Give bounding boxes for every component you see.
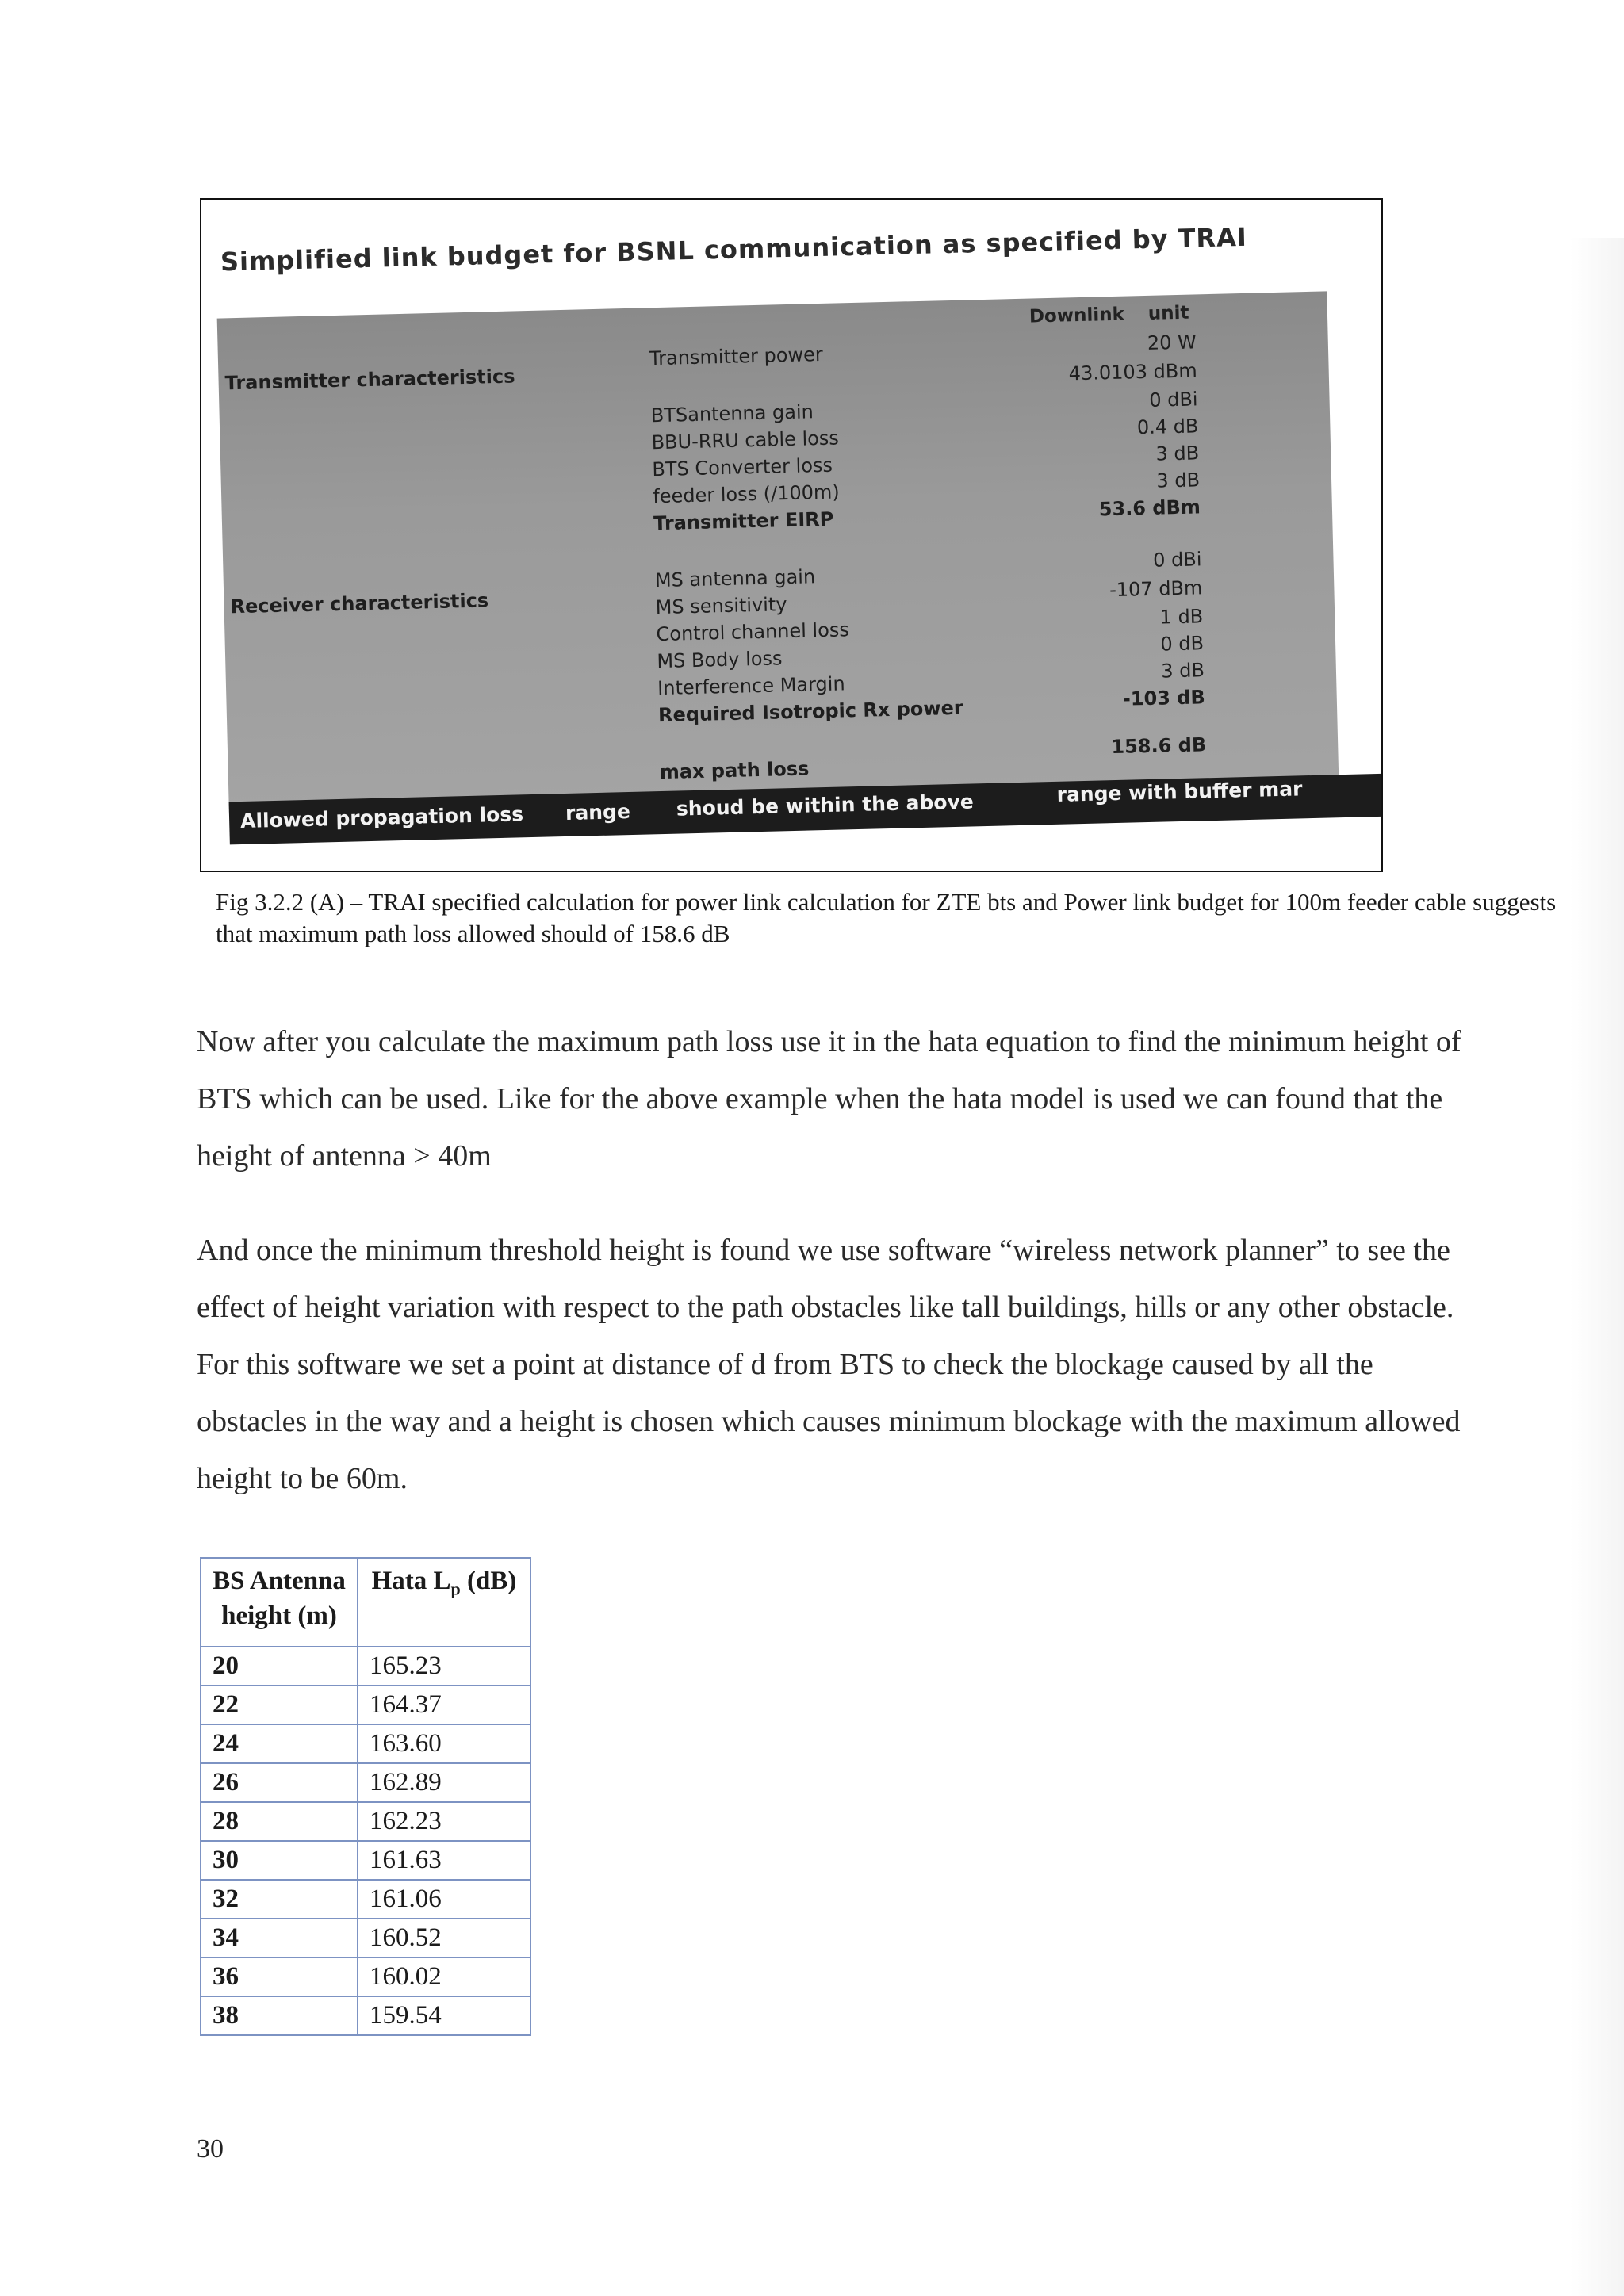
row-label: BTSantenna gain [650,400,814,427]
table-row [201,1763,530,1802]
table-row [201,1880,530,1919]
row-label: Interference Margin [657,672,845,700]
header-hata-suffix: (dB) [460,1567,517,1595]
row-value: 158.6 dB [1111,733,1207,759]
page-shadow [1570,238,1624,2296]
cell-loss: 161.63 [358,1841,530,1880]
row-value: 3 dB [1155,442,1200,465]
row-value: 0 dBi [1148,388,1198,411]
row-value: 3 dB [1160,659,1205,683]
row-value: 0 dB [1160,632,1205,656]
header-downlink: Downlink [1028,304,1125,327]
row-label: Transmitter EIRP [653,507,834,535]
cell-loss: 160.52 [358,1919,530,1957]
cell-loss: 162.89 [358,1763,530,1802]
paragraph-2: And once the minimum threshold height is found we use software “wireless network planner” to see the effect of height variation with respect to the path obstacles like tall buildings, hills or any other obstacle. For this software we set a point at distance of d from BTS to check the blockage caused by all the obstacles in the way and a height is chosen which causes minimum blockage with the maximum allowed height to be 60m. [197,1234,1461,1495]
table-row [201,1996,530,2035]
cell-height: 38 [201,1996,358,2035]
row-label: BBU-RRU cable loss [651,427,840,454]
bar-allowed-loss: Allowed propagation loss [239,802,524,833]
row-value: 20 W [1147,331,1197,354]
cell-height: 20 [201,1647,358,1686]
figure-photo [201,198,1383,871]
cell-loss: 162.23 [358,1802,530,1841]
cell-loss: 159.54 [358,1996,530,2035]
figure-caption: Fig 3.2.2 (A) – TRAI specified calculation for power link calculation for ZTE bts and Power link budget for 100m feeder cable suggests that maximum path loss allowed should of 158.6 dB [216,888,1557,947]
row-value: 53.6 dBm [1098,496,1201,521]
row-label: max path loss [659,757,810,784]
bar-within: shoud be within the above [676,790,975,821]
row-value: 3 dB [1156,469,1201,492]
row-label: MS sensitivity [655,593,787,619]
cell-height: 34 [201,1919,358,1957]
cell-loss: 161.06 [358,1880,530,1919]
row-label: MS antenna gain [654,565,816,592]
row-label: Transmitter power [649,342,824,370]
table-row [201,1724,530,1763]
cell-height: 32 [201,1880,358,1919]
row-value: -103 dB [1122,686,1206,710]
figure-link-budget [200,198,1383,872]
row-value: 43.0103 dBm [1068,359,1197,385]
table-row [201,1647,530,1686]
row-label: feeder loss (/100m) [652,480,841,508]
row-value: 0 dBi [1152,548,1202,572]
row-label: Control channel loss [656,618,850,646]
header-hata-sub: p [450,1578,461,1599]
hata-table [200,1557,531,2036]
cell-height: 28 [201,1802,358,1841]
header-hata-loss [358,1558,530,1647]
bar-buffer: range with buffer mar [1056,777,1303,806]
cell-height: 24 [201,1724,358,1763]
header-antenna-line2: height (m) [221,1601,337,1630]
table-row [201,1841,530,1880]
section-transmitter: Transmitter characteristics [224,365,515,395]
table-row [201,1919,530,1957]
paragraph-1: Now after you calculate the maximum path loss use it in the hata equation to find the minimum height of BTS which can be used. Like for the above example when the hata model is used we can found that the height of antenna > 40m [197,1025,1461,1173]
page-number: 30 [197,2134,224,2164]
table-header-row [201,1558,530,1647]
cell-loss: 163.60 [358,1724,530,1763]
table-row [201,1686,530,1724]
row-label: MS Body loss [657,647,783,673]
header-hata-prefix: Hata L [371,1567,451,1595]
table-row [201,1802,530,1841]
section-receiver: Receiver characteristics [230,589,489,618]
header-antenna-line1: BS Antenna [213,1567,346,1595]
row-value: 0.4 dB [1136,415,1199,439]
cell-loss: 165.23 [358,1647,530,1686]
cell-loss: 164.37 [358,1686,530,1724]
header-antenna-height [201,1558,358,1647]
cell-height: 26 [201,1763,358,1802]
cell-loss: 160.02 [358,1957,530,1996]
figure-title: Simplified link budget for BSNL communication as specified by TRAI [220,221,1248,277]
cell-height: 30 [201,1841,358,1880]
cell-height: 22 [201,1686,358,1724]
table-row [201,1957,530,1996]
cell-height: 36 [201,1957,358,1996]
bar-range: range [565,800,631,825]
row-value: 1 dB [1159,605,1204,629]
row-label: Required Isotropic Rx power [657,696,963,727]
row-label: BTS Converter loss [652,453,833,481]
header-unit: unit [1147,302,1189,324]
row-value: -107 dBm [1109,576,1203,602]
